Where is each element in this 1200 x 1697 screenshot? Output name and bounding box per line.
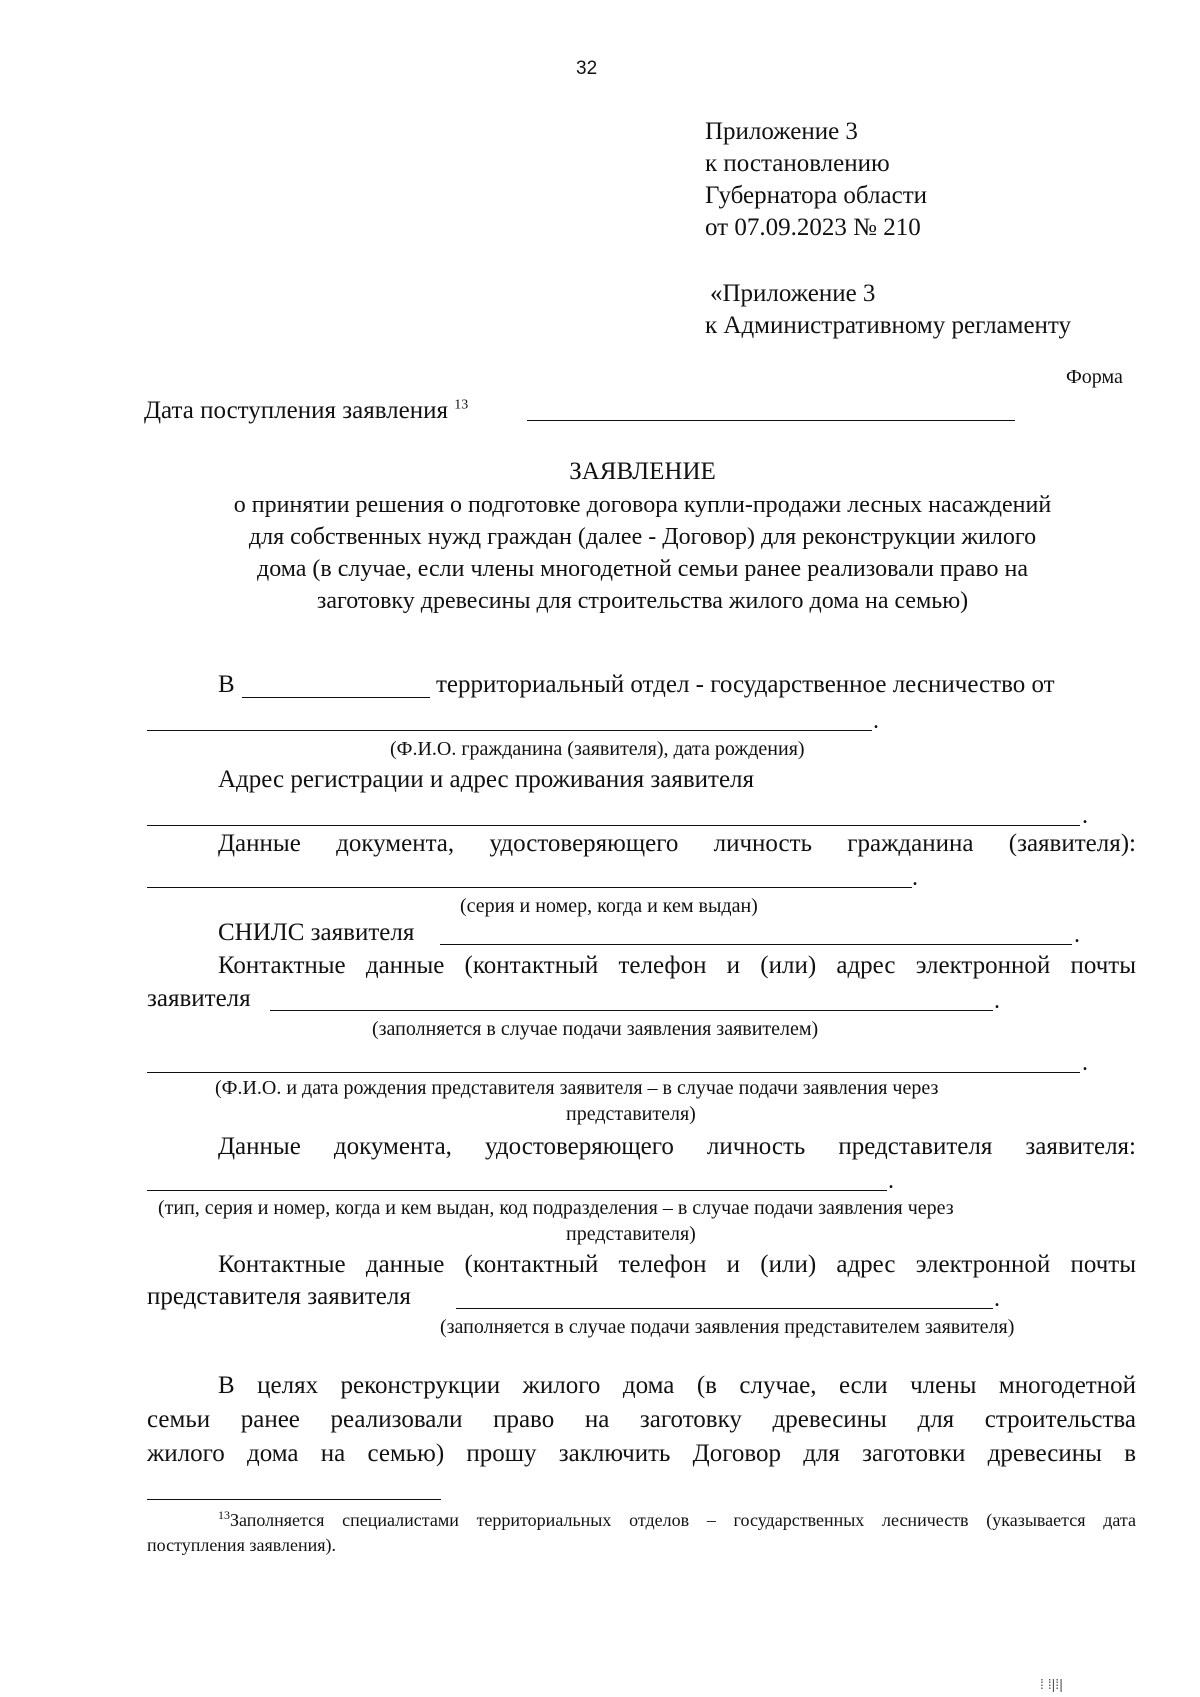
contacts-dot: .	[994, 988, 1000, 1014]
fio-hint: (Ф.И.О. гражданина (заявителя), дата рождения)	[390, 738, 805, 760]
rep-contacts-blank[interactable]	[456, 1308, 993, 1309]
representative-fio-dot: .	[1082, 1050, 1088, 1076]
rep-contacts-label-line-2: представителя заявителя	[147, 1283, 411, 1310]
form-title: ЗАЯВЛЕНИЕ	[569, 458, 716, 485]
representative-hint-line-2: представителя)	[566, 1103, 696, 1125]
rep-doc-hint-line-2: представителя)	[566, 1223, 696, 1245]
body-text-line-2: семьи ранее реализовали право на заготовку древесины для строительства	[147, 1406, 1136, 1433]
snils-dot: .	[1074, 922, 1080, 948]
representative-fio-blank[interactable]	[147, 1072, 1080, 1073]
to-suffix: территориальный отдел - государственное лесничество от	[436, 671, 1055, 698]
receipt-date-blank[interactable]	[527, 420, 1015, 421]
form-subtitle-line-1: о принятии решения о подготовке договора купли-продажи лесных насаждений	[233, 492, 1052, 518]
form-subtitle-line-3: дома (в случае, если члены многодетной семьи ранее реализовали право на	[257, 556, 1028, 582]
fio-dot: .	[873, 708, 879, 734]
to-prefix: В	[218, 671, 235, 698]
territorial-office-blank[interactable]	[242, 697, 430, 698]
appendix-line-1: Приложение 3	[705, 118, 858, 145]
rep-contacts-label-line-1: Контактные данные (контактный телефон и (или) адрес электронной почты	[218, 1251, 1136, 1278]
page-number: 32	[576, 58, 598, 79]
contacts-hint: (заполняется в случае подачи заявления заявителем)	[372, 1018, 819, 1040]
receipt-date-text: Дата поступления заявления	[144, 397, 449, 424]
appendix-line-4: от 07.09.2023 № 210	[705, 214, 921, 241]
id-doc-blank[interactable]	[147, 887, 912, 888]
contacts-label-line-1: Контактные данные (контактный телефон и (или) адрес электронной почты	[218, 952, 1136, 979]
body-text-line-1: В целях реконструкции жилого дома (в случае, если члены многодетной	[218, 1372, 1136, 1399]
rep-doc-blank[interactable]	[147, 1190, 887, 1191]
representative-hint-line-1: (Ф.И.О. и дата рождения представителя заявителя – в случае подачи заявления через	[215, 1077, 939, 1099]
applicant-fio-blank[interactable]	[147, 730, 872, 731]
snils-blank[interactable]	[440, 944, 1072, 945]
rep-contacts-hint: (заполняется в случае подачи заявления представителем заявителя)	[440, 1316, 1015, 1338]
contacts-label-line-2: заявителя	[147, 985, 251, 1012]
form-label: Форма	[1066, 366, 1123, 388]
id-doc-dot: .	[912, 865, 918, 891]
rep-doc-dot: .	[888, 1168, 894, 1194]
rep-doc-label: Данные документа, удостоверяющего личность представителя заявителя:	[218, 1133, 1136, 1160]
appendix-line-3: Губернатора области	[705, 182, 927, 209]
form-subtitle-line-4: заготовку древесины для строительства жилого дома на семью)	[316, 588, 969, 614]
address-dot: .	[1082, 803, 1088, 829]
appendix-sub-line-1: «Приложение 3	[710, 280, 876, 307]
footnote-line-2: поступления заявления).	[147, 1535, 336, 1555]
appendix-line-2: к постановлению	[705, 150, 890, 177]
rep-doc-hint-line-1: (тип, серия и номер, когда и кем выдан, код подразделения – в случае подачи заявления через	[158, 1197, 954, 1219]
footnote-number: 13	[218, 1508, 230, 1522]
id-doc-label: Данные документа, удостоверяющего личность гражданина (заявителя):	[218, 830, 1136, 857]
snils-label: СНИЛС заявителя	[218, 919, 415, 946]
scan-marks: ⁞ ⁞|⁞|	[1040, 1676, 1063, 1692]
rep-contacts-dot: .	[994, 1286, 1000, 1312]
receipt-date-label	[144, 397, 468, 425]
footnote-line-1	[218, 1510, 1136, 1531]
form-subtitle-line-2: для собственных нужд граждан (далее - Договор) для реконструкции жилого	[248, 524, 1037, 550]
contacts-blank[interactable]	[270, 1010, 993, 1011]
footnote-ref: 13	[454, 397, 469, 413]
footnote-separator	[147, 1499, 441, 1500]
address-label: Адрес регистрации и адрес проживания заявителя	[218, 766, 755, 793]
footnote-text-1: Заполняется специалистами территориальных отделов – государственных лесничеств (указывается дата	[230, 1510, 1136, 1530]
body-text-line-3: жилого дома на семью) прошу заключить Договор для заготовки древесины в	[147, 1440, 1136, 1467]
id-doc-hint: (серия и номер, когда и кем выдан)	[460, 895, 758, 917]
address-blank[interactable]	[147, 825, 1080, 826]
appendix-sub-line-2: к Административному регламенту	[705, 312, 1072, 339]
